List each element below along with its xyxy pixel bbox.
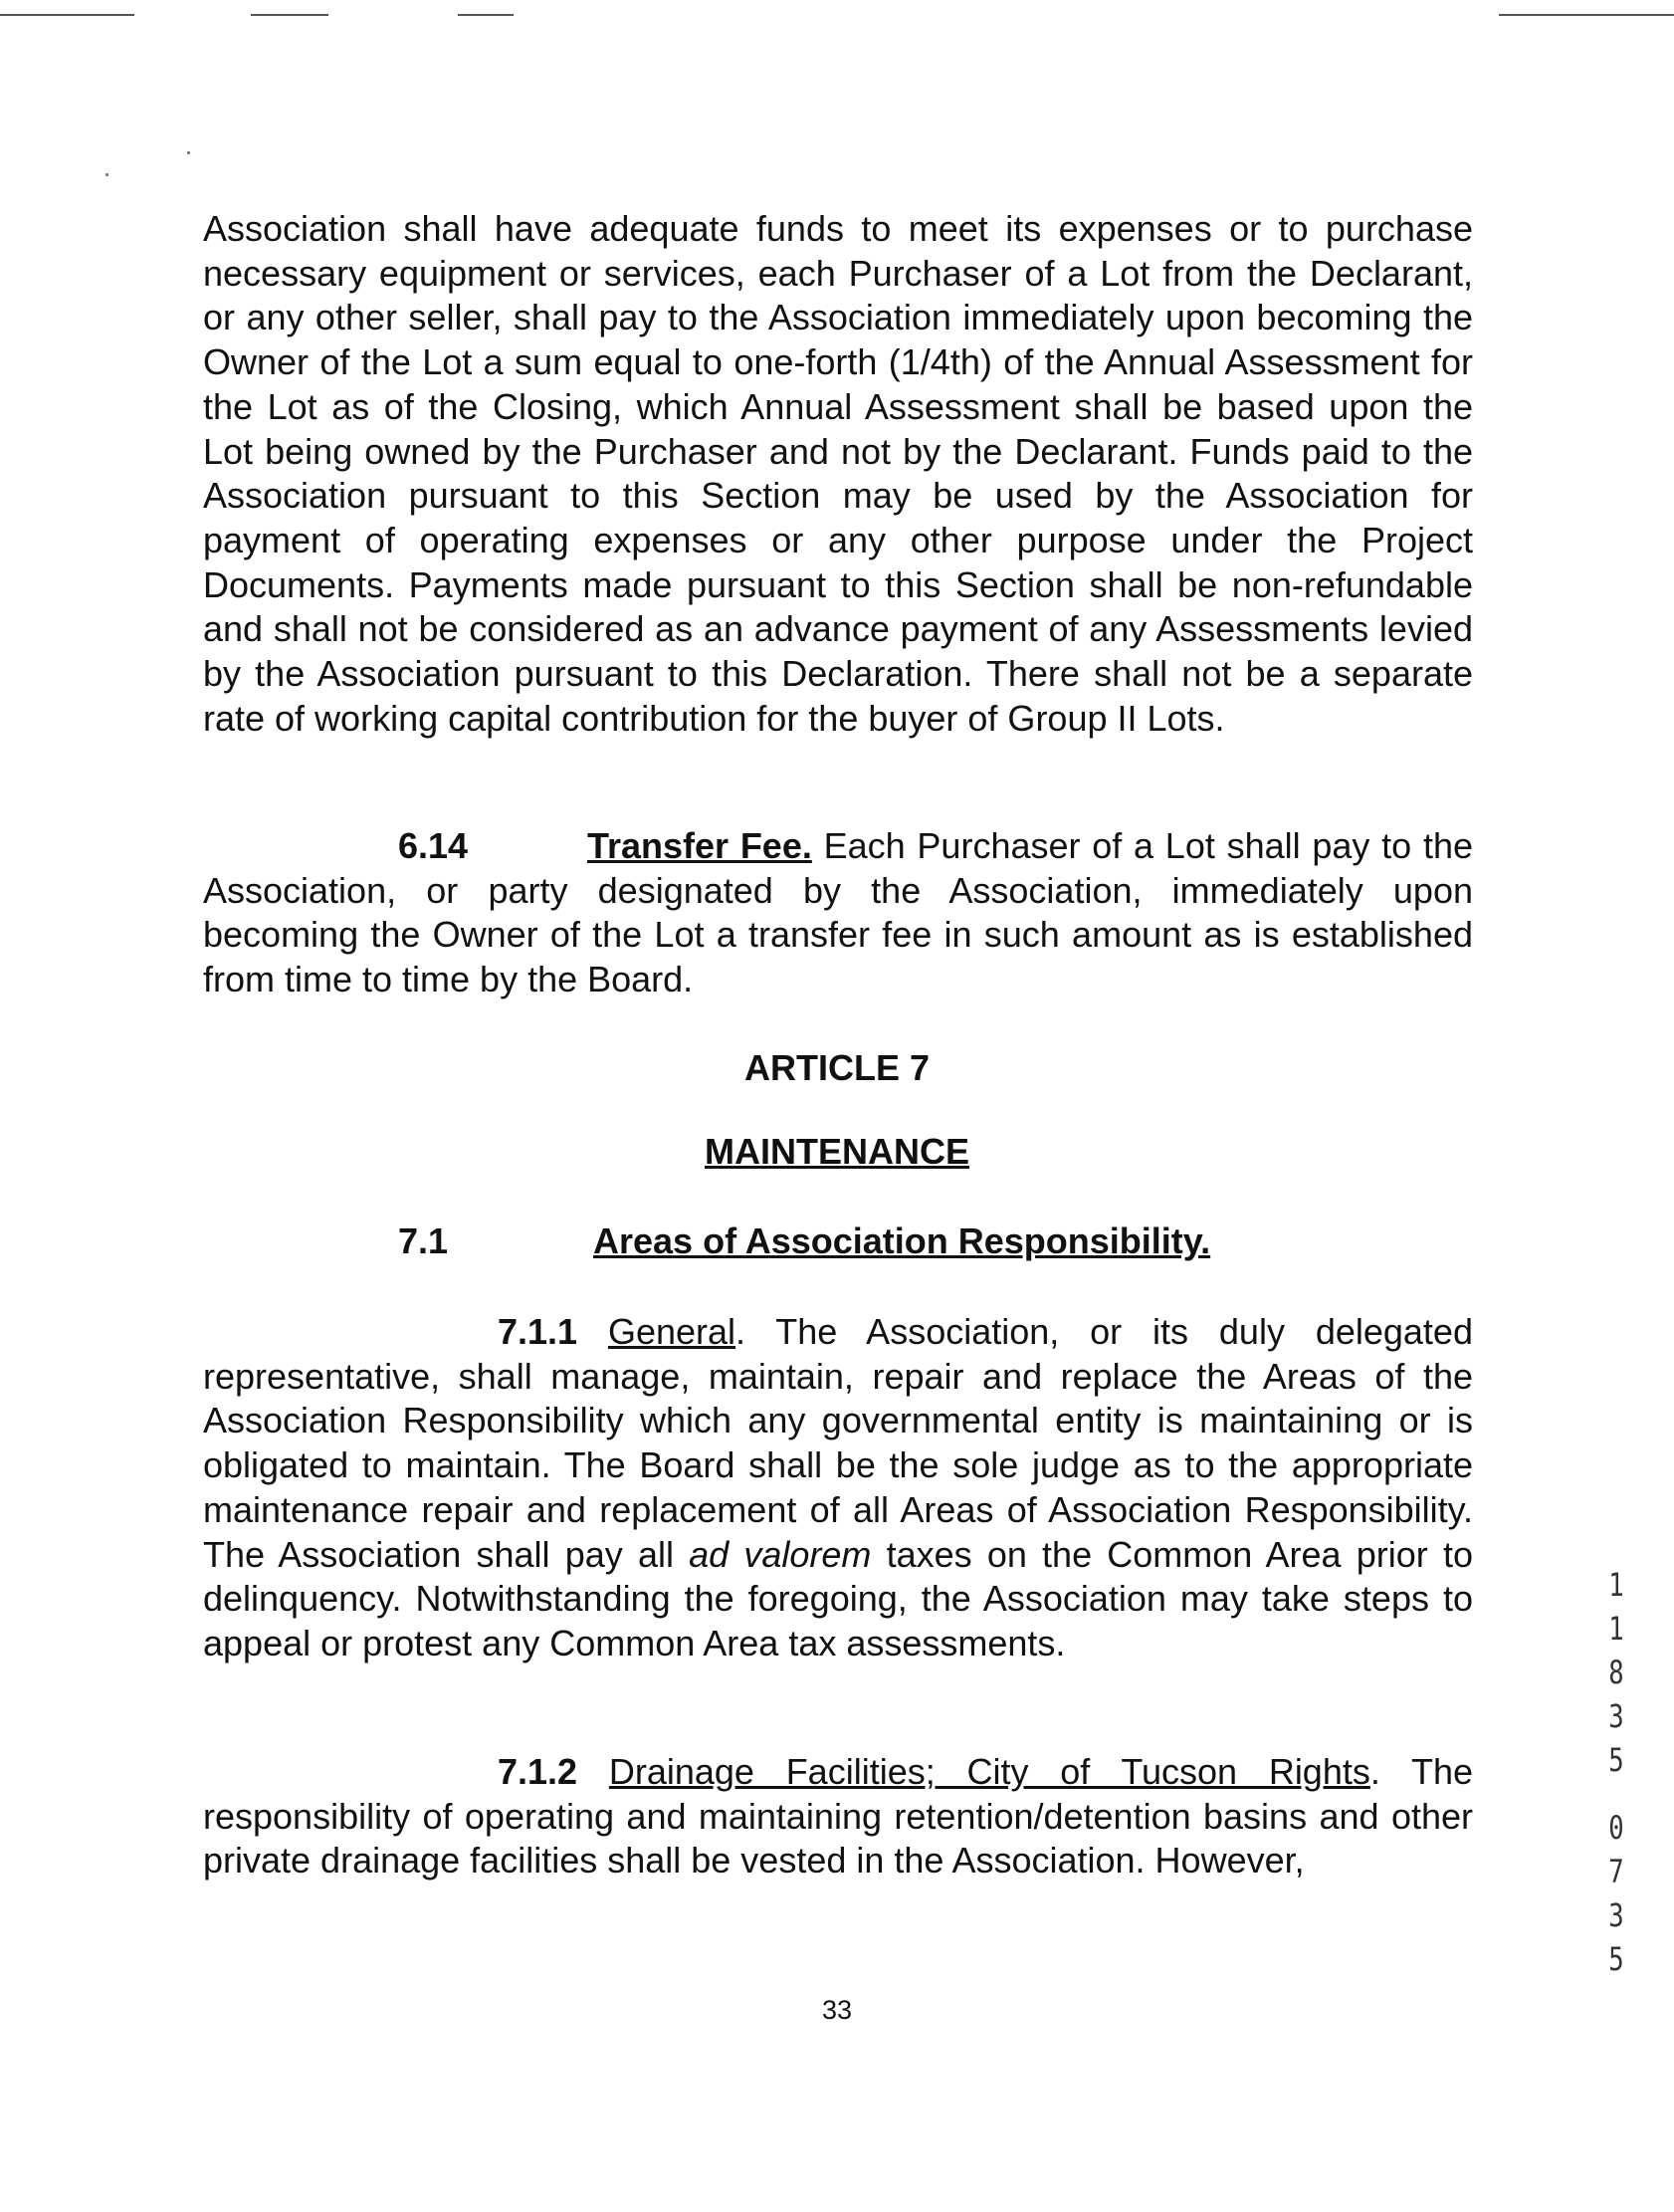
italic-term: ad valorem — [689, 1533, 872, 1575]
section-number: 7.1.2 — [498, 1751, 578, 1792]
scan-artifact-line — [0, 14, 134, 16]
scan-artifact-dot — [187, 151, 190, 154]
section-title: Areas of Association Responsibility. — [593, 1220, 1211, 1261]
stamp-digit: 1 — [1608, 1566, 1624, 1604]
stamp-digit: 3 — [1608, 1896, 1624, 1934]
section-text: . The Association, or its duly delegated representative, shall manage, maintain, repair and replace the Areas of the Association Responsibility which any governmental entity is maintaining or is obligated to maintain. The Board shall be the sole judge as to the appropriate maintenance repair and replacement of all Areas of Association Responsibility. The Association shall pay all — [203, 1311, 1473, 1575]
stamp-digit: 5 — [1608, 1940, 1624, 1978]
stamp-digit: 7 — [1608, 1853, 1624, 1890]
stamp-digit: 1 — [1608, 1610, 1624, 1648]
article-title: MAINTENANCE — [705, 1131, 969, 1172]
section-number: 6.14 — [398, 825, 469, 866]
section-title: General — [607, 1311, 736, 1352]
stamp-digit: 8 — [1608, 1654, 1624, 1691]
section-number: 7.1.1 — [498, 1311, 578, 1352]
section-title: Transfer Fee. — [587, 825, 812, 866]
section-text: . The responsibility of operating and maintaining retention/detention basins and other private drainage facilities shall be vested in the Association. However, — [203, 1751, 1473, 1881]
recording-stamp — [1600, 1563, 1632, 1981]
paragraph-continuation: Association shall have adequate funds to meet its expenses or to purchase necessary equipment or services, each Purchaser of a Lot from the Declarant, or any other seller, shall pay to the Association immediately upon becoming the Owner of the Lot a sum equal to one-forth (1/4th) of the Annual Assessment for the Lot as of the Closing, which Annual Assessment shall be based upon the Lot being owned by the Purchaser and not by the Declarant. Funds paid to the Association pursuant to this Section may be used by the Association for payment of operating expenses or any other purpose under the Project Documents. Payments made pursuant to this Section shall be non-refundable and shall not be considered as an advance payment of any Assessments levied by the Association pursuant to this Declaration. There shall not be a separate rate of working capital contribution for the buyer of Group II Lots. — [203, 208, 1473, 739]
stamp-gap — [1600, 1782, 1632, 1806]
article-heading: ARTICLE 7 — [743, 1047, 930, 1088]
section-7-1-1 — [203, 1310, 1473, 1666]
section-7-1-heading — [398, 1220, 1210, 1262]
section-text: taxes on the Common Area prior to delinquency. Notwithstanding the foregoing, the Association may take steps to appeal or protest any Common Area tax assessments. — [203, 1533, 1473, 1663]
section-title: Drainage Facilities; City of Tucson Rights — [608, 1751, 1370, 1792]
stamp-digit: 3 — [1608, 1697, 1624, 1735]
section-number: 7.1 — [398, 1220, 449, 1261]
scan-artifact-line — [251, 14, 328, 16]
section-6-14 — [203, 824, 1473, 1002]
stamp-digit: 5 — [1608, 1741, 1624, 1779]
scan-artifact-line — [458, 14, 514, 16]
page-number: 33 — [821, 1995, 853, 2025]
scan-artifact-dot — [105, 173, 108, 176]
section-text: Each Purchaser of a Lot shall pay to the Association, or party designated by the Association, immediately upon becoming the Owner of the Lot a transfer fee in such amount as is established from time to time by the Board. — [203, 825, 1473, 1000]
section-7-1-2 — [203, 1750, 1473, 1883]
stamp-digit: 0 — [1608, 1809, 1624, 1847]
scan-artifact-line — [1499, 14, 1674, 16]
